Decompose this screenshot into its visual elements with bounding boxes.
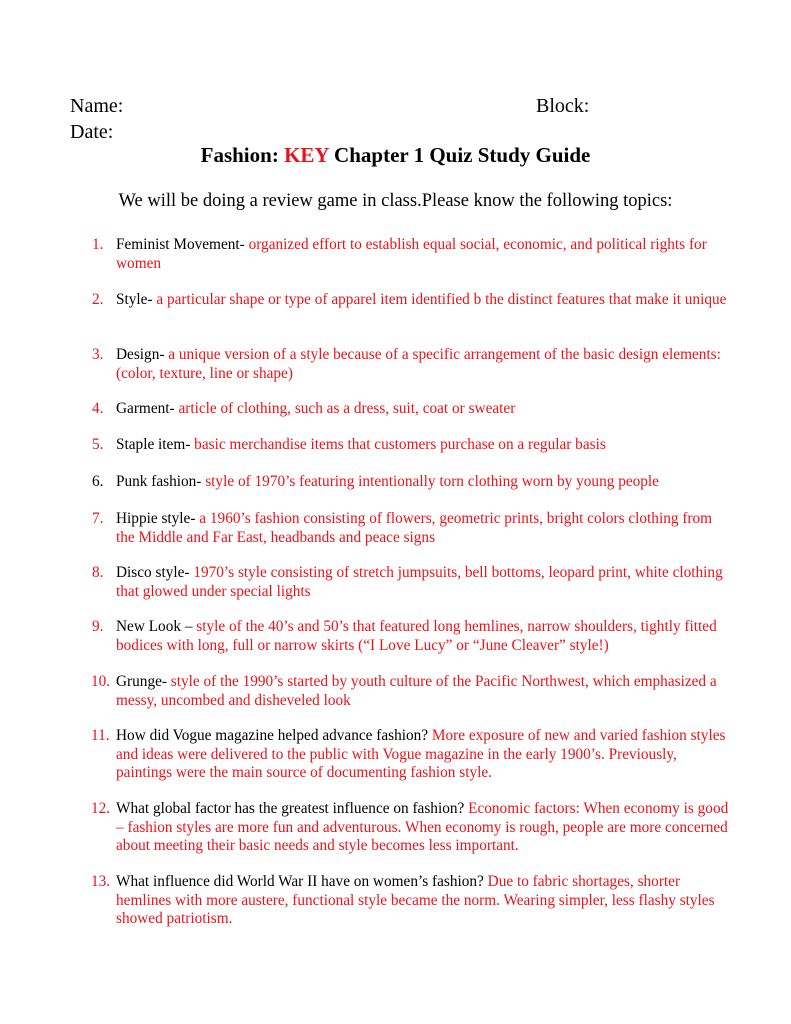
list-item <box>70 236 730 273</box>
intro-text: We will be doing a review game in class.Please know the following topics: <box>118 191 673 211</box>
item-number: 2. <box>92 291 104 308</box>
item-answer: a 1960’s fashion consisting of flowers, geometric prints, bright colors clothing from the Middle and Far East, headbands and peace signs <box>116 510 713 546</box>
page-title <box>0 142 791 168</box>
item-number: 1. <box>92 236 104 253</box>
title-key: KEY <box>284 143 329 167</box>
block-label: Block: <box>536 95 590 117</box>
item-term: Punk fashion- <box>116 473 206 490</box>
list-item <box>70 510 730 547</box>
list-item <box>70 727 730 783</box>
item-number: 10. <box>91 673 111 690</box>
list-item <box>70 618 730 655</box>
item-term: How did Vogue magazine helped advance fashion? <box>116 727 432 744</box>
item-answer: style of the 40’s and 50’s that featured long hemlines, narrow shoulders, tightly fitted bodices with long, full or narrow skirts (“I Love Lucy” or “June Cleaver” style!) <box>116 618 717 654</box>
item-term: New Look – <box>116 618 197 635</box>
list-item <box>70 291 730 310</box>
item-number: 13. <box>91 873 111 890</box>
item-number: 6. <box>92 473 104 490</box>
item-term: What influence did World War II have on women’s fashion? <box>116 873 488 890</box>
item-answer: 1970’s style consisting of stretch jumpsuits, bell bottoms, leopard print, white clothing that glowed under special lights <box>116 564 723 600</box>
list-item <box>70 564 730 601</box>
item-number: 12. <box>91 800 111 817</box>
item-number: 3. <box>92 346 104 363</box>
item-term: What global factor has the greatest influence on fashion? <box>116 800 469 817</box>
item-number: 7. <box>92 510 104 527</box>
title-prefix: Fashion: <box>200 143 285 167</box>
item-number: 5. <box>92 436 104 453</box>
item-answer: a unique version of a style because of a specific arrangement of the basic design elements: (color, texture, line or shape) <box>116 346 721 382</box>
item-number: 11. <box>91 727 110 744</box>
item-term: Style- <box>116 291 157 308</box>
item-answer: basic merchandise items that customers purchase on a regular basis <box>194 436 606 453</box>
item-term: Hippie style- <box>116 510 200 527</box>
title-suffix: Chapter 1 Quiz Study Guide <box>328 143 591 167</box>
list-item <box>70 800 730 856</box>
item-answer: organized effort to establish equal social, economic, and political rights for women <box>116 236 707 272</box>
item-term: Staple item- <box>116 436 195 453</box>
item-answer: article of clothing, such as a dress, suit, coat or sweater <box>178 400 516 417</box>
item-answer: style of the 1990’s started by youth culture of the Pacific Northwest, which emphasized a messy, uncombed and disheveled look <box>116 673 717 709</box>
date-label: Date: <box>70 121 114 143</box>
item-number: 4. <box>92 400 104 417</box>
item-answer: a particular shape or type of apparel item identified b the distinct features that make it unique <box>156 291 727 308</box>
list-item <box>70 400 730 419</box>
item-answer: Economic factors: When economy is good – fashion styles are more fun and adventurous. When economy is rough, people are more concerned about meeting their basic needs and style becomes less important. <box>116 800 729 854</box>
item-answer: More exposure of new and varied fashion styles and ideas were delivered to the public with Vogue magazine in the early 1900’s. Previously, paintings were the main source of documenting fashion style. <box>116 727 726 781</box>
list-item <box>70 673 730 710</box>
item-term: Design- <box>116 346 169 363</box>
item-term: Disco style- <box>116 564 194 581</box>
item-answer: style of 1970’s featuring intentionally torn clothing worn by young people <box>205 473 659 490</box>
list-item <box>70 873 730 929</box>
list-item <box>70 346 730 383</box>
item-term: Feminist Movement- <box>116 236 249 253</box>
name-label: Name: <box>70 95 124 117</box>
item-number: 8. <box>92 564 104 581</box>
list-item <box>70 436 730 455</box>
item-term: Garment- <box>116 400 179 417</box>
list-item <box>70 473 730 492</box>
item-term: Grunge- <box>116 673 171 690</box>
item-number: 9. <box>92 618 104 635</box>
item-answer: Due to fabric shortages, shorter hemlines with more austere, functional style became the norm. Wearing simpler, less flashy styles showed patriotism. <box>116 873 715 927</box>
